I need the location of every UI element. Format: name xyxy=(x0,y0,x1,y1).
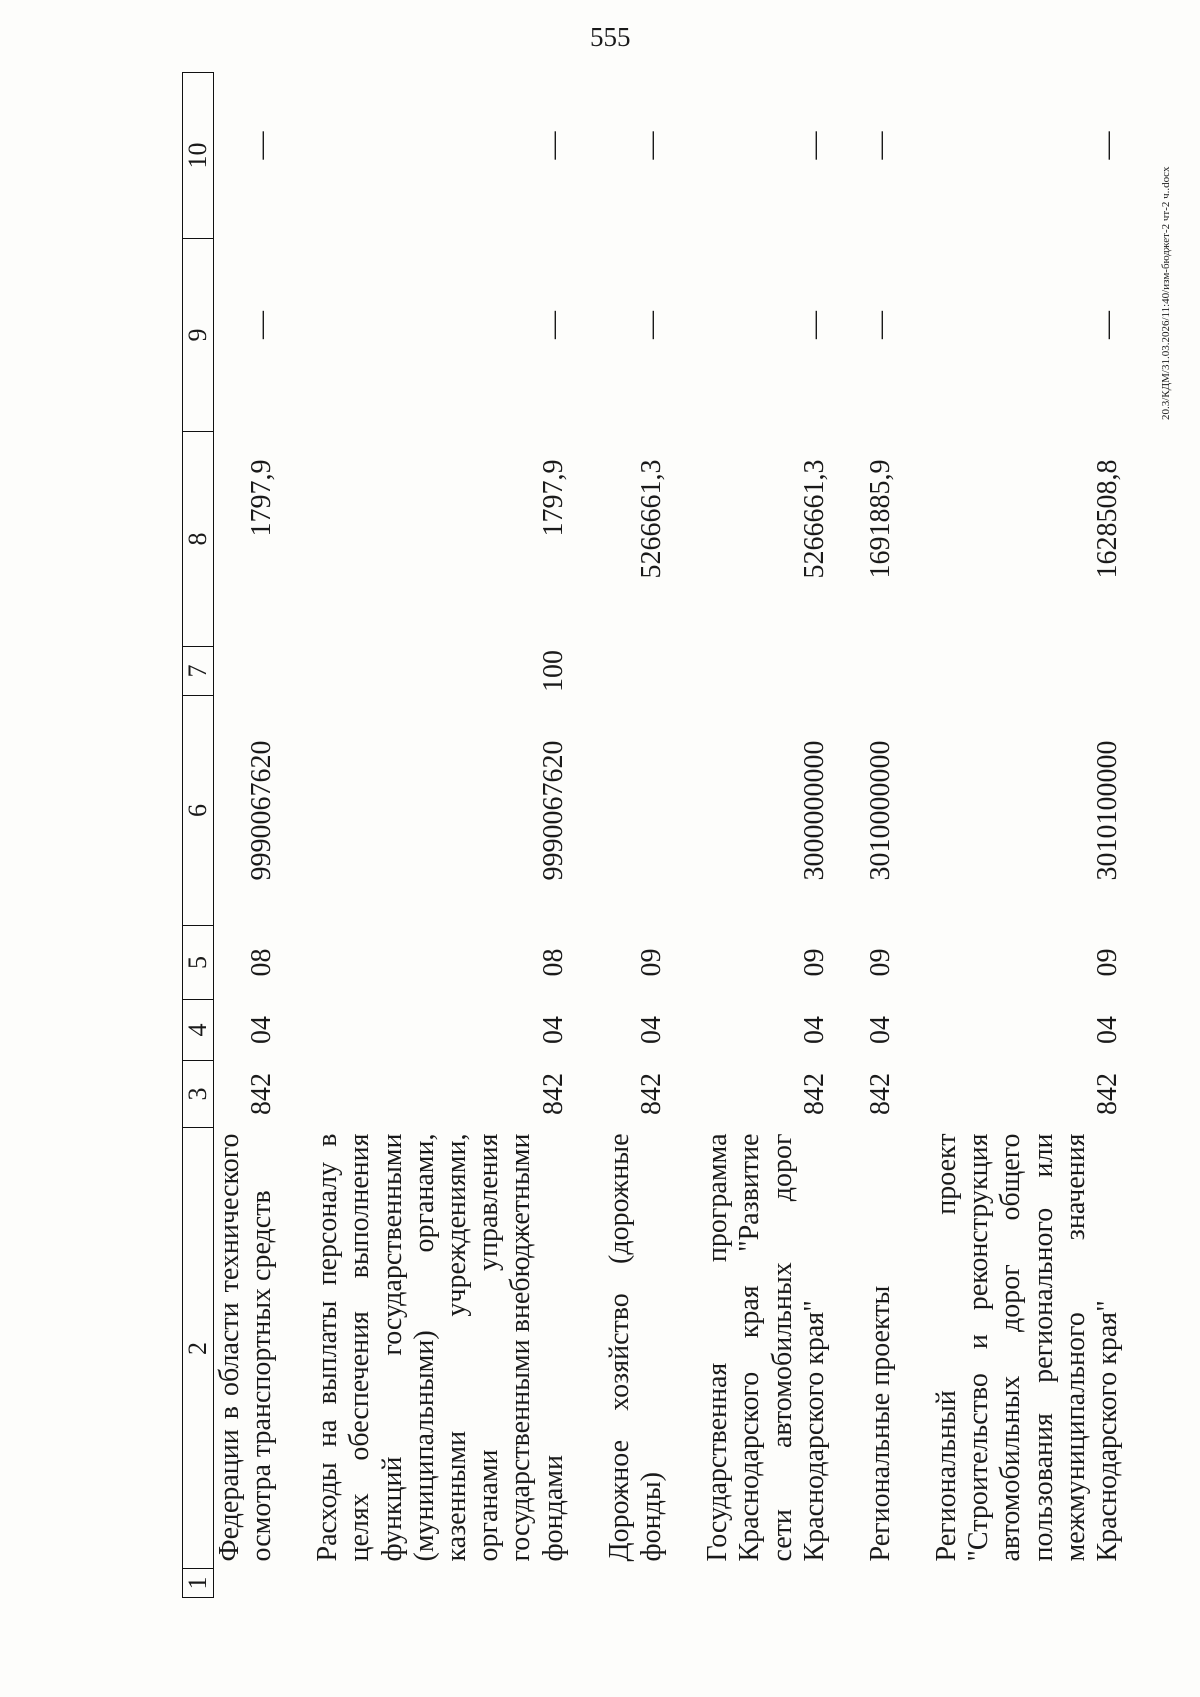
budget-table xyxy=(182,72,1124,1598)
row-name: Дорожное хозяйство (дорожные фонды) xyxy=(603,1133,667,1562)
row-col-9: — xyxy=(864,311,896,339)
table-row xyxy=(312,73,570,1598)
row-code-7 xyxy=(213,647,278,696)
row-col-10: — xyxy=(1092,131,1124,160)
row-amount: 1691885,9 xyxy=(864,459,896,579)
row-code-4: 04 xyxy=(537,1016,569,1044)
row-amount: 1628508,8 xyxy=(1092,459,1124,579)
row-code-4: 04 xyxy=(246,1016,278,1044)
row-spacer xyxy=(897,73,931,1598)
column-header-1-2 xyxy=(183,1128,214,1598)
rotated-table-container xyxy=(182,73,1124,1598)
row-spacer-cell xyxy=(897,73,931,1598)
row-code-5: 09 xyxy=(864,948,896,977)
row-code-7: 100 xyxy=(537,650,569,692)
column-header-1: 1 xyxy=(183,1568,213,1597)
row-amount: 1797,9 xyxy=(537,459,569,537)
row-code-3: 842 xyxy=(537,1073,569,1115)
row-col-10: — xyxy=(864,131,896,160)
row-spacer xyxy=(668,73,702,1598)
column-header-6: 6 xyxy=(183,696,214,926)
column-header-5: 5 xyxy=(183,926,214,1000)
row-col-9: — xyxy=(1092,311,1124,339)
row-col-9: — xyxy=(635,311,667,339)
page-number: 555 xyxy=(590,22,631,52)
row-spacer-cell xyxy=(831,73,865,1598)
row-code-3: 842 xyxy=(1092,1073,1124,1115)
row-code-5: 09 xyxy=(798,948,830,977)
footer-file-path: 20.3/КДМ/31.03.2026/11:40/изм-бюджет-2 чт-2 ч..docx xyxy=(1160,166,1172,420)
row-col-9: — xyxy=(798,311,830,339)
row-code-7 xyxy=(604,647,668,696)
row-amount: 5266661,3 xyxy=(635,459,667,579)
row-col-9: — xyxy=(246,311,278,339)
row-code-7 xyxy=(931,647,1124,696)
row-amount: 5266661,3 xyxy=(798,459,830,579)
row-spacer xyxy=(278,73,312,1598)
row-code-5: 08 xyxy=(246,948,278,977)
row-code-7 xyxy=(702,647,831,696)
row-code-6: 9990067620 xyxy=(537,740,569,881)
table-row xyxy=(702,73,831,1598)
row-code-4: 04 xyxy=(864,1016,896,1044)
row-code-5: 09 xyxy=(1092,948,1124,977)
row-name: Региональный проект "Строительство и реконструкция автомобильных дорог общего пользования регионального или межмуниципального значения Краснодарского края" xyxy=(931,1133,1124,1562)
row-col-10: — xyxy=(798,131,830,160)
row-spacer-cell xyxy=(668,73,702,1598)
row-code-5: 08 xyxy=(537,948,569,977)
row-code-7 xyxy=(865,647,897,696)
column-header-4: 4 xyxy=(183,1000,214,1061)
row-name: Государственная программа Краснодарского края "Развитие сети автомобильных дорог Краснодарского края" xyxy=(702,1133,830,1562)
row-spacer-cell xyxy=(570,73,604,1598)
table-header-row xyxy=(183,73,214,1598)
row-code-5: 09 xyxy=(635,948,667,977)
row-code-4: 04 xyxy=(798,1016,830,1044)
column-header-8: 8 xyxy=(183,432,214,647)
row-name: Расходы на выплаты персоналу в целях обеспечения выполнения функций государственными (муниципальными) органами, казенными учреждениями, органами управления государственными внебюджетными фондами xyxy=(312,1133,569,1562)
row-code-6: 3010000000 xyxy=(864,740,896,881)
row-code-6: 9990067620 xyxy=(246,740,278,881)
row-amount: 1797,9 xyxy=(246,459,278,537)
row-code-6: 3000000000 xyxy=(798,740,830,881)
row-name: Региональные проекты xyxy=(864,1285,896,1562)
row-code-3: 842 xyxy=(635,1073,667,1115)
table-row xyxy=(931,73,1124,1598)
row-code-6 xyxy=(604,696,668,926)
row-code-4: 04 xyxy=(1092,1016,1124,1044)
column-header-3: 3 xyxy=(183,1061,214,1128)
column-header-9: 9 xyxy=(183,239,214,432)
row-spacer xyxy=(831,73,865,1598)
row-col-10: — xyxy=(246,131,278,160)
row-col-10: — xyxy=(635,131,667,160)
row-spacer xyxy=(570,73,604,1598)
column-header-7: 7 xyxy=(183,647,214,696)
row-name: Федерации в области технического осмотра транспортных средств xyxy=(213,1133,278,1562)
row-code-3: 842 xyxy=(798,1073,830,1115)
column-header-2: 2 xyxy=(183,1342,212,1355)
row-code-4: 04 xyxy=(635,1016,667,1044)
row-col-10: — xyxy=(537,131,569,160)
table-row xyxy=(604,73,668,1598)
row-code-3: 842 xyxy=(864,1073,896,1115)
row-col-9: — xyxy=(537,311,569,339)
row-code-3: 842 xyxy=(246,1073,278,1115)
row-spacer-cell xyxy=(278,73,312,1598)
column-header-10: 10 xyxy=(183,73,214,239)
row-code-6: 3010100000 xyxy=(1092,740,1124,881)
table-row xyxy=(213,73,278,1598)
table-row xyxy=(865,73,897,1598)
